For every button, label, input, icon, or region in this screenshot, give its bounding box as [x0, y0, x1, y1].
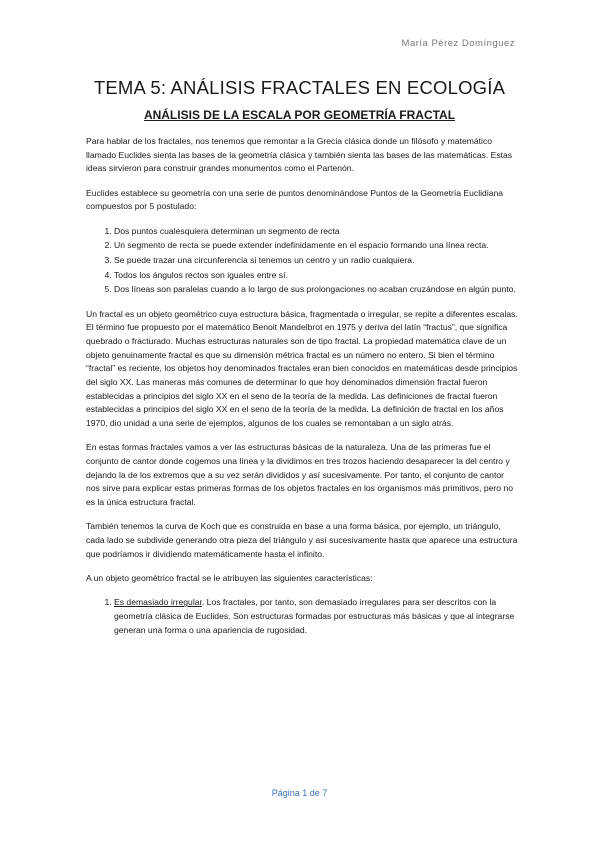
characteristic-term: Es demasiado irregular [114, 597, 202, 608]
paragraph-intro: Para hablar de los fractales, nos tenemos que remontar a la Grecia clásica donde un filósofo y matemático llamado Euclides sienta las bases de la geometría clásica y también sienta las bases de las matemáticas. Estas ideas sirvieron para construir grandes monumentos como el Partenón. [86, 136, 513, 174]
characteristics-list [86, 596, 518, 637]
author-name: María Pérez Domínguez [401, 38, 515, 49]
paragraph-postulates-intro: Euclides establece su geometría con una serie de puntos denominándose Puntos de la Geometría Euclidiana compuestos por 5 postulado: [86, 187, 504, 212]
characteristic-text: . Los fractales, por tanto, son demasiado irregulares para ser descritos con la geometría clásica de Euclides. Son estructuras formadas por estructuras más básicas y que al integrarse generan una forma o una apariencia de rugosidad. [114, 597, 515, 635]
paragraph-cantor: En estas formas fractales vamos a ver las estructuras básicas de la naturaleza. Una de las primeras fue el conjunto de cantor donde cogemos una línea y la dividimos en tres trozos haciendo desaparecer la del centro y dejando la de los extremos que a su vez serán divididos y así sucesivamente. Por tanto, el conjunto de cantor nos sirve para explicar estas primeras formas de los objetos fractales en los organismos más primitivos, pero no es la única estructura fractal. [86, 442, 514, 508]
list-item: 3. Se puede trazar una circunferencia si tenemos un centro y un radio cualquiera. [114, 254, 518, 268]
document-body [86, 135, 518, 648]
list-item: 5. Dos líneas son paralelas cuando a lo largo de sus prolongaciones no acaban cruzándose en algún punto. [114, 283, 518, 297]
paragraph-fractal-definition: Un fractal es un objeto geométrico cuya estructura básica, fragmentada o irregular, se repite a diferentes escalas. El término fue propuesto por el matemático Benoit Mandelbrot en 1975 y deriva del latín “fractus”, que significa quebrado o fracturado. Muchas estructuras naturales son de tipo fractal. La propiedad matemática clave de un objeto genuinamente fractal es que su dimensión métrica fractal es un número no entero. Si bien el término “fractal” es reciente, los objetos hoy denominados fractales eran bien conocidos en matemáticas desde principios del siglo XX. Las maneras más comunes de determinar lo que hoy denominados dimensión fractal fueron establecidas a principios del siglo XX en el seno de la teoría de la medida. Las definiciones de fractal fueron establecidas a principios del siglo XX en el seno de la teoría de la medida. La definición de fractal en los años 1970, dio unidad a una serie de ejemplos, algunos de los cuales se remontaban a un siglo atrás. [86, 308, 518, 429]
list-item [114, 596, 518, 637]
section-subtitle: ANÁLISIS DE LA ESCALA POR GEOMETRÍA FRACTAL [143, 108, 456, 122]
page-title: TEMA 5: ANÁLISIS FRACTALES EN ECOLOGÍA [93, 77, 506, 98]
paragraph-characteristics-intro: A un objeto geométrico fractal se le atribuyen las siguientes características: [86, 572, 373, 583]
list-item: 2. Un segmento de recta se puede extender indefinidamente en el espacio formando una línea recta. [114, 239, 518, 253]
list-item: 1. Dos puntos cualesquiera determinan un segmento de recta [114, 225, 518, 239]
list-item: 4. Todos los ángulos rectos son iguales entre sí. [114, 269, 518, 283]
postulates-list [86, 225, 518, 298]
page-number: Página 1 de 7 [271, 788, 328, 798]
paragraph-koch: También tenemos la curva de Koch que es construida en base a una forma básica, por ejemplo, un triángulo, cada lado se subdivide generando otra pieza del triángulo y así sucesivamente hasta que aparece una estructura que podríamos ir dividiendo matemáticamente hasta el infinito. [86, 521, 518, 559]
